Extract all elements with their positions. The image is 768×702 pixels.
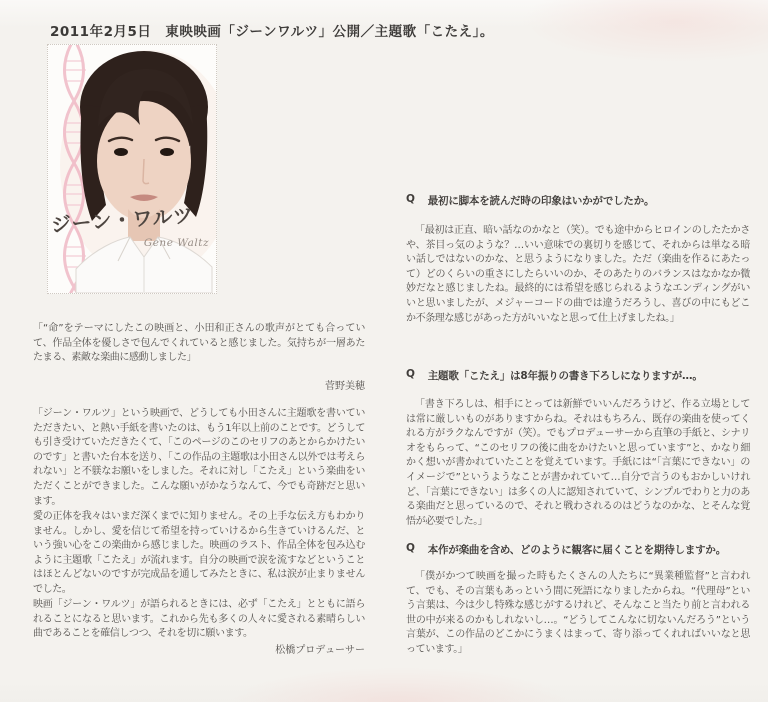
question-heading [406, 542, 750, 557]
question-text: 主題歌「こたえ」は8年振りの書き下ろしになりますが…。 [427, 370, 703, 382]
q-label: Q [406, 542, 415, 554]
kanno-quote: 「“命”をテーマにしたこの映画と、小田和正さんの歌声がとても合っていて、作品全体を優しさで包んでくれていると感じました。気持ちが一層あたたまる、素敵な楽曲に感動しました」 [33, 323, 365, 364]
answer-paragraph: 「最初は正直、暗い話なのかなと（笑）。でも途中からヒロインのしたたかさや、茶目っ気のような？…いい意味での裏切りを感じて、それからは単なる暗い話しではないのかな、と思うようになりました。ただ（楽曲を作るにあたって）どのくらいの重さにしたらいいのか、そのあたりのバランスはなかなか微妙だなと感じましたね。最終的には希望を感じられるようなエンディングがいいと思いましたが、メジャーコードの曲では違うだろうし、喜びの中にもどこか不条理な感じがあった方がいいなと思って仕上げましたね。」 [406, 225, 750, 324]
producer-attribution: 松橋プロデューサー [275, 645, 365, 656]
question-text: 最初に脚本を読んだ時の印象はいかがでしたか。 [427, 195, 655, 207]
page-header: 2011年2月5日 東映映画「ジーンワルツ」公開／主題歌「こたえ」。 [50, 24, 494, 40]
cover-title-japanese: ジーン・ワルツ [50, 203, 195, 237]
question-text: 本作が楽曲を含め、どのように観客に届くことを期待しますか。 [427, 544, 727, 556]
answer-paragraph: 「書き下ろしは、相手にとっては新鮮でいいんだろうけど、作る立場としては常に厳しいものがありますからね。それはもちろん、既存の楽曲を使ってくれる方がラクなんですが（笑）。でもプロデューサーから直筆の手紙と、シナリオをもらって、“このセリフの後に曲をかけたいと思っています”と、かなり細かく想いが書かれていたことを覚えています。手紙には“「言葉にできない」のイメージで”というようなことが書かれていて…自分で言うのもおかしいけれど、「言葉にできない」は多くの人に認知されていて、シンプルでわりと力のある楽曲だと思っているので、それと戦わされるのはどうなのかな、とそんな覚悟が必要でした。」 [406, 399, 750, 527]
question-heading [406, 368, 750, 383]
gene-waltz-cover-photo [47, 44, 217, 294]
producer-comment-paragraph: 愛の正体を我々はいまだ深くまでに知りません。その上手な伝え方もわかりません。しかし、愛を信じて希望を持っていけるから生きていけるんだ、という強い心をこの楽曲から感じました。映画のラスト、作品全体を包み込むように主題歌「こたえ」が流れます。自分の映画で涙を流すなどということはほとんどないのですが完成品を通してみたときに、私は涙が止まりませんでした。 [33, 511, 365, 595]
producer-comment-paragraph: 「ジーン・ワルツ」という映画で、どうしても小田さんに主題歌を書いていただきたい、と熱い手紙を書いたのは、もう1年以上前のことです。どうしても引き受けていただきたくて、「このページのこのセリフのあとからかけたいのです」と書いた台本を送り、「この作品の主題歌は小田さん以外では考えられない」と不躾なお願いをしました。それに対し「こたえ」という楽曲をいただくことができました。こんな願いがかなうなんて、今でも奇跡だと思います。 [33, 408, 365, 507]
kanno-attribution: 菅野美穂 [325, 381, 365, 392]
q-label: Q [406, 193, 415, 205]
cover-portrait-illustration [48, 45, 216, 293]
answer-paragraph: 「僕がかつて映画を撮った時もたくさんの人たちに“異業種監督”と言われて、でも、その言葉もあっという間に死語になりましたからね。“代理母”という言葉は、今は少し特殊な感じがするけれど、そんなこと当たり前と言われる世の中が来るのかもしれないし…。“どうしてこんなに切ないんだろう”という言葉が、この作品のどこかにうまくはまって、寄り添ってくれればいいなと思っています。」 [406, 571, 750, 655]
producer-comment-paragraph: 映画「ジーン・ワルツ」が語られるときには、必ず「こたえ」とともに語られることになると思います。これから先も多くの人々に愛される素晴らしい曲であることを確信しつつ、それを切に願います。 [33, 599, 365, 640]
question-heading [406, 193, 750, 208]
cover-title-english: Gene Waltz [143, 237, 209, 249]
portrait-face [76, 51, 212, 293]
q-label: Q [406, 368, 415, 380]
